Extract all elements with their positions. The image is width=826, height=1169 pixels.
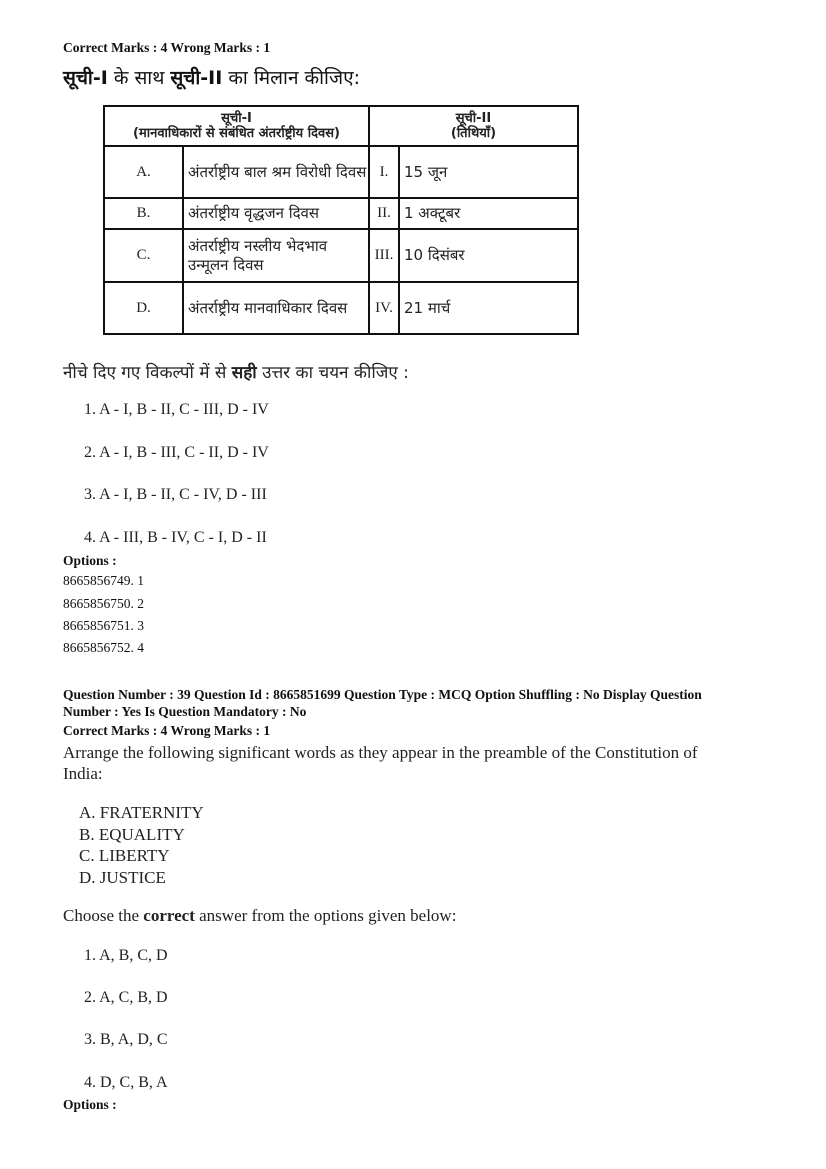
row-code: A. [104, 146, 183, 198]
word-item: A. FRATERNITY [79, 803, 204, 822]
row-code: B. [104, 198, 183, 229]
instruction-text-end: उत्तर का चयन कीजिए : [256, 363, 409, 383]
table-row [104, 198, 578, 229]
row-number: III. [369, 229, 399, 282]
list-two-header [369, 106, 578, 146]
answer-instruction [63, 906, 456, 926]
word-list [79, 802, 204, 888]
question-text-line: Arrange the following significant words as they appear in the preamble of the Constitution of [63, 743, 698, 762]
row-number: I. [369, 146, 399, 198]
choice-item: 3. B, A, D, C [84, 1031, 168, 1048]
row-date: 10 दिसंबर [399, 229, 578, 282]
list-two-header-subtitle: (तिथियाँ) [450, 126, 497, 141]
row-date: 1 अक्टूबर [399, 198, 578, 229]
row-date: 15 जून [399, 146, 578, 198]
instruction-text: नीचे दिए गए विकल्पों में से [63, 363, 232, 383]
word-item: B. EQUALITY [79, 824, 185, 844]
question-meta-line: Number : Yes Is Question Mandatory : No [63, 704, 307, 719]
instruction-emphasis: correct [143, 906, 195, 925]
marks-line: Correct Marks : 4 Wrong Marks : 1 [63, 723, 271, 738]
choice-item: 4. A - III, B - IV, C - I, D - II [84, 529, 267, 546]
match-table [103, 105, 579, 335]
row-number: II. [369, 198, 399, 229]
instruction-text-end: answer from the options given below: [194, 906, 457, 925]
row-text: अंतर्राष्ट्रीय नस्लीय भेदभाव उन्मूलन दिवस [183, 229, 369, 282]
choice-item: 2. A - I, B - III, C - II, D - IV [84, 444, 269, 461]
question-text-line: India: [63, 764, 103, 783]
marks-line: Correct Marks : 4 Wrong Marks : 1 [63, 40, 271, 55]
title-connector: के साथ [107, 67, 171, 89]
table-row [104, 229, 578, 282]
choice-item: 1. A, B, C, D [84, 947, 168, 964]
list-two-header-title: सूची-II [455, 111, 492, 126]
option-id: 8665856749. 1 [63, 573, 144, 588]
list-one-label: सूची-I [63, 67, 108, 89]
row-text: अंतर्राष्ट्रीय मानवाधिकार दिवस [183, 282, 369, 334]
question-meta-line: Question Number : 39 Question Id : 8665851699 Question Type : MCQ Option Shuffling : No Display Question [63, 687, 702, 702]
list-one-header [104, 106, 369, 146]
row-number: IV. [369, 282, 399, 334]
row-code: D. [104, 282, 183, 334]
choice-item: 3. A - I, B - II, C - IV, D - III [84, 486, 267, 503]
option-id: 8665856752. 4 [63, 640, 144, 655]
choice-item: 2. A, C, B, D [84, 989, 168, 1006]
choice-item: 4. D, C, B, A [84, 1074, 168, 1091]
table-row [104, 282, 578, 334]
row-text: अंतर्राष्ट्रीय वृद्धजन दिवस [183, 198, 369, 229]
table-row [104, 146, 578, 198]
word-item: D. JUSTICE [79, 867, 166, 887]
title-suffix: का मिलान कीजिए: [222, 67, 360, 89]
row-date: 21 मार्च [399, 282, 578, 334]
choice-item: 1. A - I, B - II, C - III, D - IV [84, 401, 269, 418]
word-item: C. LIBERTY [79, 846, 170, 865]
options-label: Options : [63, 1097, 117, 1112]
row-text: अंतर्राष्ट्रीय बाल श्रम विरोधी दिवस [183, 146, 369, 198]
row-code: C. [104, 229, 183, 282]
list-one-header-subtitle: (मानवाधिकारों से संबंधित अंतर्राष्ट्रीय दिवस) [133, 126, 340, 141]
instruction-emphasis: सही [231, 363, 257, 383]
option-id: 8665856751. 3 [63, 618, 144, 633]
options-label: Options : [63, 553, 117, 568]
option-id: 8665856750. 2 [63, 596, 144, 611]
list-two-label: सूची-II [170, 67, 223, 89]
table-header-row [104, 106, 578, 146]
list-one-header-title: सूची-I [221, 111, 252, 126]
question-title [63, 64, 360, 90]
instruction-text: Choose the [63, 906, 144, 925]
answer-instruction [63, 360, 409, 383]
